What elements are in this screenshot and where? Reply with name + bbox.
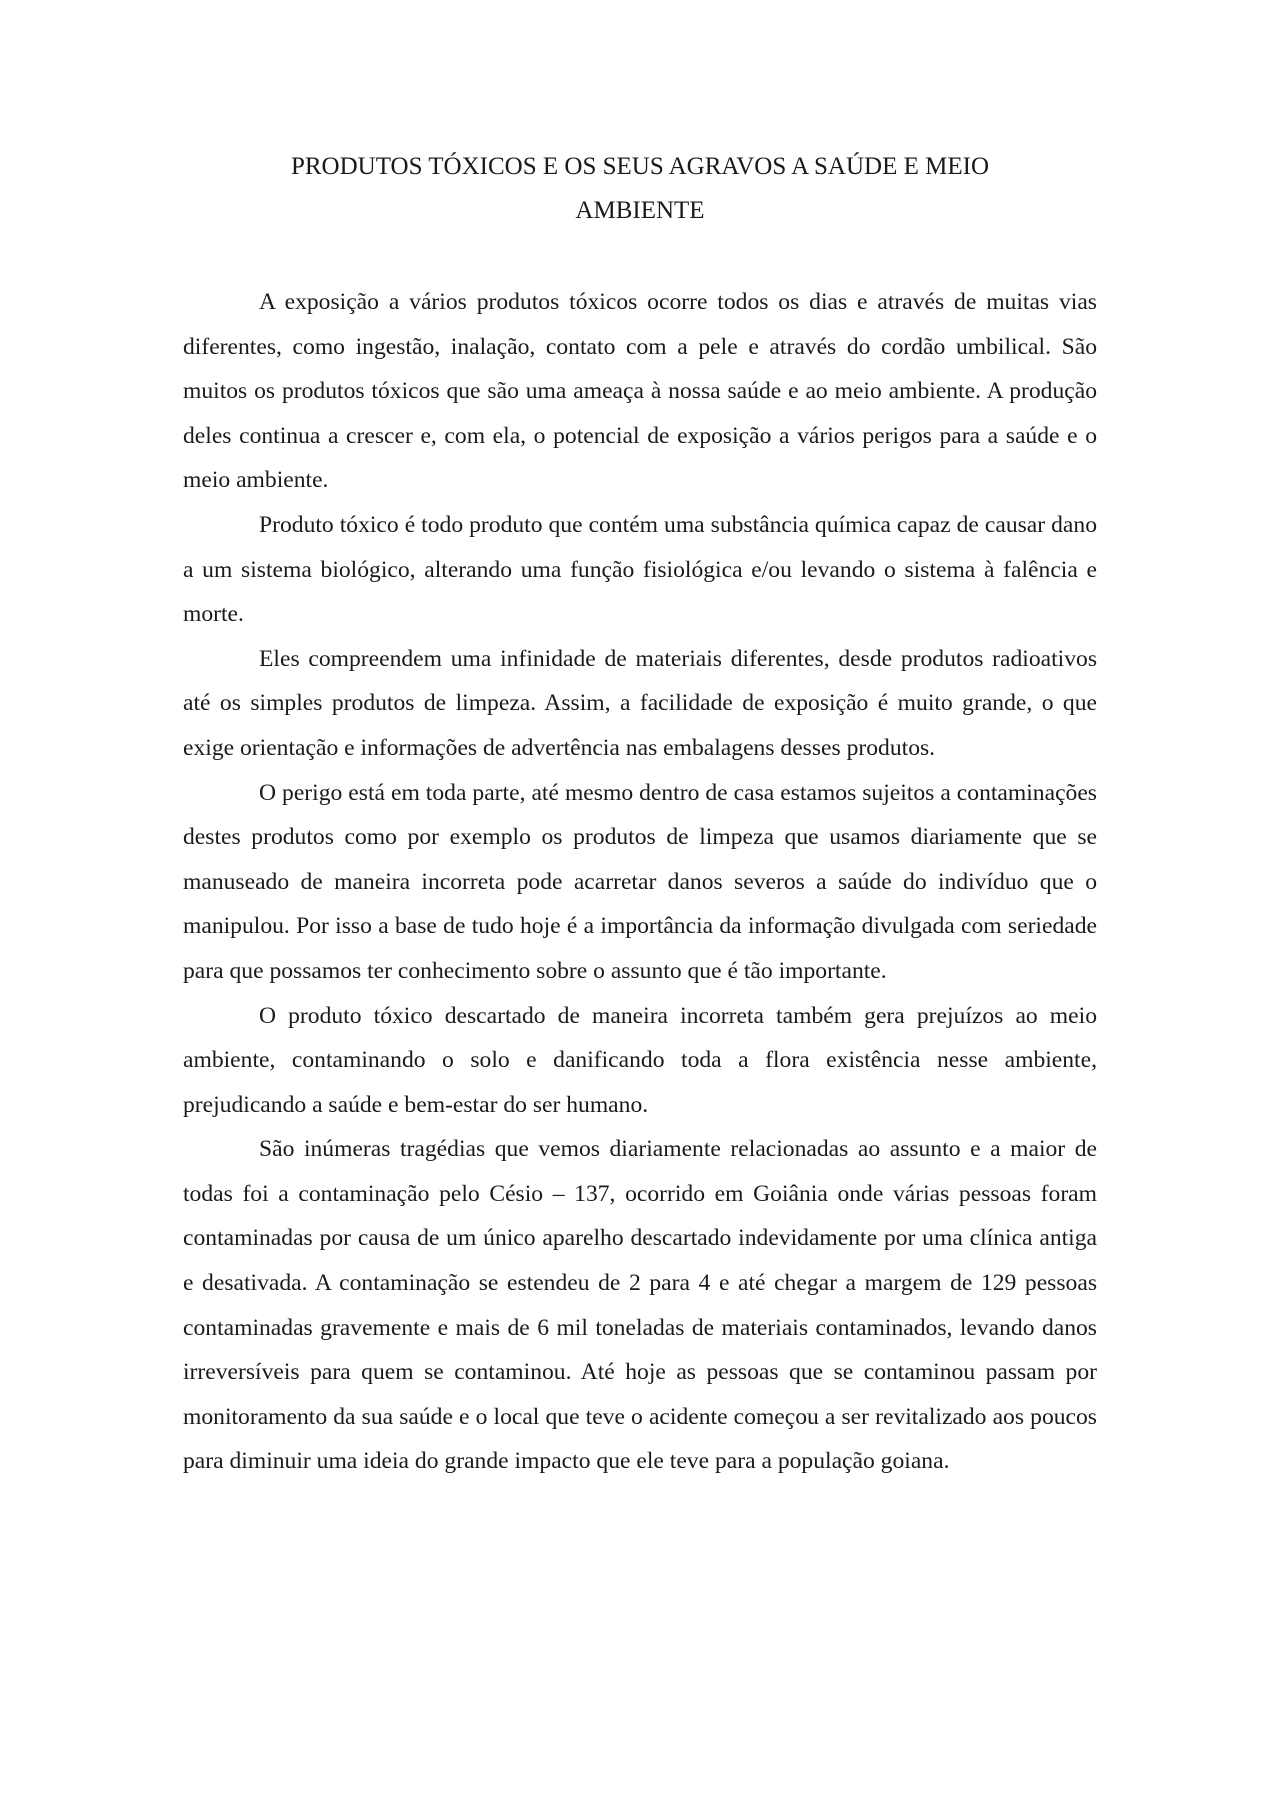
paragraph: O perigo está em toda parte, até mesmo dentro de casa estamos sujeitos a contaminações destes produtos como por exemplo os produtos de limpeza que usamos diariamente que se manuseado de maneira incorreta pode acarretar danos severos a saúde do indivíduo que o manipulou. Por isso a base de tudo hoje é a importância da informação divulgada com seriedade para que possamos ter conhecimento sobre o assunto que é tão importante.	[183, 779, 1097, 984]
paragraph: Eles compreendem uma infinidade de materiais diferentes, desde produtos radioativos até os simples produtos de limpeza. Assim, a facilidade de exposição é muito grande, o que exige orientação e informações de advertência nas embalagens desses produtos.	[183, 645, 1097, 761]
paragraph: São inúmeras tragédias que vemos diariamente relacionadas ao assunto e a maior de todas foi a contaminação pelo Césio – 137, ocorrido em Goiânia onde várias pessoas foram contaminadas por causa de um único aparelho descartado indevidamente por uma clínica antiga e desativada. A contaminação se estendeu de 2 para 4 e até chegar a margem de 129 pessoas contaminadas gravemente e mais de 6 mil toneladas de materiais contaminados, levando danos irreversíveis para quem se contaminou. Até hoje as pessoas que se contaminou passam por monitoramento da sua saúde e o local que teve o acidente começou a ser revitalizado aos poucos para diminuir uma ideia do grande impacto que ele teve para a população goiana.	[183, 1136, 1097, 1475]
title-line: AMBIENTE	[575, 197, 705, 224]
title-line: PRODUTOS TÓXICOS E OS SEUS AGRAVOS A SAÚDE E MEIO	[290, 153, 990, 180]
paragraph: Produto tóxico é todo produto que contém uma substância química capaz de causar dano a um sistema biológico, alterando uma função fisiológica e/ou levando o sistema à falência e morte.	[183, 511, 1097, 628]
document-body	[183, 280, 1097, 1484]
paragraph: A exposição a vários produtos tóxicos ocorre todos os dias e através de muitas vias diferentes, como ingestão, inalação, contato com a pele e através do cordão umbilical. São muitos os produtos tóxicos que são uma ameaça à nossa saúde e ao meio ambiente. A produção deles continua a crescer e, com ela, o potencial de exposição a vários perigos para a saúde e o meio ambiente.	[183, 289, 1097, 494]
document-title	[183, 145, 1097, 233]
paragraph: O produto tóxico descartado de maneira incorreta também gera prejuízos ao meio ambiente, contaminando o solo e danificando toda a flora existência nesse ambiente, prejudicando a saúde e bem-estar do ser humano.	[183, 1002, 1097, 1118]
